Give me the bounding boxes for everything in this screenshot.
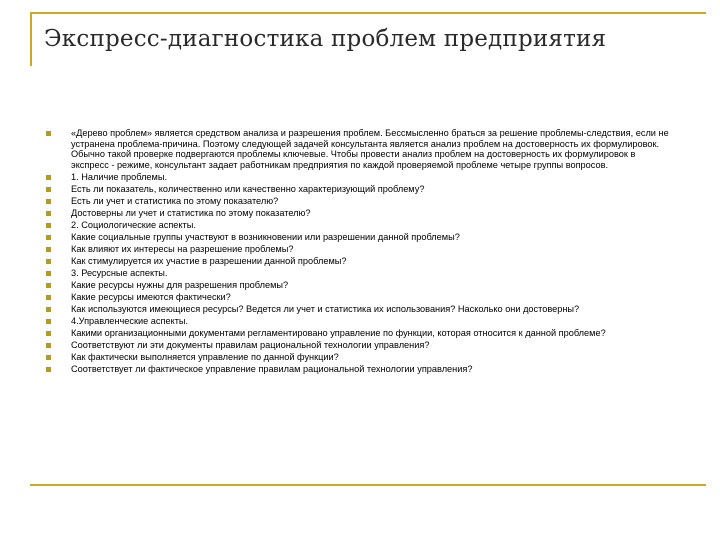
bullet-icon [46, 175, 51, 180]
list-item-text: Достоверны ли учет и статистика по этому показателю? [71, 207, 311, 218]
bullet-icon [46, 187, 51, 192]
bullet-icon [46, 343, 51, 348]
bullet-icon [46, 355, 51, 360]
bullet-icon [46, 131, 51, 136]
list-item-text: Какие ресурсы имеются фактически? [71, 291, 231, 302]
bullet-icon [46, 283, 51, 288]
list-item-text: «Дерево проблем» является средством анализа и разрешения проблем. Бессмысленно браться за решение проблемы-следствия, если не устранена проблема-причина. Поэтому следующей задачей консультанта является анализ проблем на достоверность их формулировок. Обычно такой проверке подвергаются проблемы ключевые. Чтобы провести анализ проблем на достоверность их формулировок в экспресс - режиме, консультант задает работникам предприятия по каждой проверяемой проблеме четыре группы вопросов. [71, 128, 669, 170]
bottom-rule [30, 484, 706, 486]
bullet-icon [46, 259, 51, 264]
list-item [40, 256, 670, 267]
list-item-text: Как фактически выполняется управление по данной функции? [71, 351, 339, 362]
list-item [40, 316, 670, 327]
list-item [40, 292, 670, 303]
list-item-text: Есть ли учет и статистика по этому показателю? [71, 195, 279, 206]
list-item [40, 220, 670, 231]
list-item-text: Какие ресурсы нужны для разрешения проблемы? [71, 279, 289, 290]
list-item-text: Есть ли показатель, количественно или качественно характеризующий проблему? [71, 183, 425, 194]
list-item-text: Как влияют их интересы на разрешение проблемы? [71, 243, 294, 254]
bullet-icon [46, 367, 51, 372]
list-item-text: 1. Наличие проблемы. [71, 171, 168, 182]
bullet-icon [46, 235, 51, 240]
top-rule [30, 12, 706, 14]
list-item [40, 268, 670, 279]
bullet-icon [46, 211, 51, 216]
list-item-text: 2. Социологические аспекты. [71, 219, 196, 230]
list-item-text: Какие социальные группы участвуют в возникновении или разрешении данной проблемы? [71, 231, 460, 242]
list-item [40, 280, 670, 291]
list-item-text: Как стимулируется их участие в разрешении данной проблемы? [71, 255, 347, 266]
list-item-text: Соответствуют ли эти документы правилам рациональной технологии управления? [71, 339, 430, 350]
list-item [40, 184, 670, 195]
bullet-icon [46, 319, 51, 324]
bullet-icon [46, 199, 51, 204]
list-item [40, 196, 670, 207]
list-item [40, 172, 670, 183]
list-item [40, 304, 670, 315]
list-item-text: 4.Управленческие аспекты. [71, 315, 189, 326]
bullet-icon [46, 247, 51, 252]
list-item [40, 340, 670, 351]
list-item [40, 208, 670, 219]
list-item-text: 3. Ресурсные аспекты. [71, 267, 168, 278]
slide-title: Экспресс-диагностика проблем предприятия [44, 26, 607, 52]
list-item [40, 244, 670, 255]
bullet-icon [46, 307, 51, 312]
bullet-icon [46, 331, 51, 336]
list-item [40, 232, 670, 243]
bullet-icon [46, 223, 51, 228]
bullet-icon [46, 295, 51, 300]
bullet-list [40, 128, 670, 376]
list-item [40, 128, 670, 170]
list-item-text: Соответствует ли фактическое управление правилам рациональной технологии управления? [71, 363, 473, 374]
list-item-text: Как используются имеющиеся ресурсы? Ведется ли учет и статистика их использования? Насколько они достоверны? [71, 303, 580, 314]
bullet-icon [46, 271, 51, 276]
list-item [40, 364, 670, 375]
list-item [40, 352, 670, 363]
list-item-text: Какими организационными документами регламентировано управление по функции, которая относится к данной проблеме? [71, 327, 606, 338]
left-rule [30, 12, 32, 66]
list-item [40, 328, 670, 339]
